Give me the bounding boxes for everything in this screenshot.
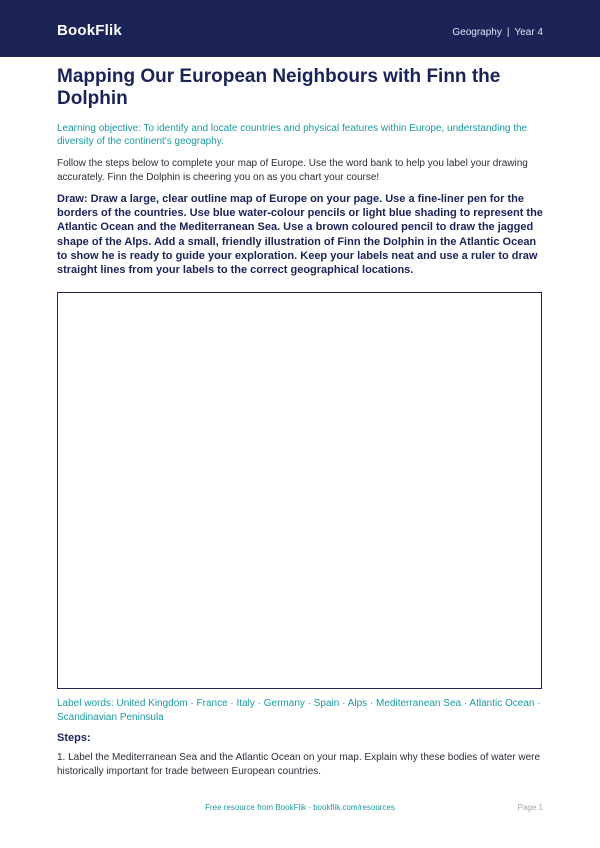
learning-objective: Learning objective: To identify and locate countries and physical features within Europe, understanding the diversity of the continent's geography. — [57, 123, 528, 147]
subject-label: Geography — [452, 27, 502, 38]
drawing-instructions: Draw: Draw a large, clear outline map of Europe on your page. Use a fine-liner pen for the borders of the countries. Use blue water-colour pencils or light blue shading to represent the Atlantic Ocean and the Mediterranean Sea. Use a brown coloured pencil to draw the jagged shape of the Alps. Add a small, friendly illustration of Finn the Dolphin in the Atlantic Ocean to show he is ready to guide your exploration. Keep your labels neat and use a ruler to draw straight lines from your labels to the correct geographical locations. — [57, 193, 543, 277]
page-title: Mapping Our European Neighbours with Finn the Dolphin — [57, 66, 501, 109]
footer-source-link[interactable]: Free resource from BookFlik · bookflik.com/resources — [205, 803, 395, 812]
brand-logo-text[interactable]: BookFlik — [57, 22, 122, 39]
header-bar — [0, 0, 600, 57]
intro-text: Follow the steps below to complete your map of Europe. Use the word bank to help you label your drawing accurately. Finn the Dolphin is cheering you on as you chart your course! — [57, 158, 528, 183]
page-number: Page 1 — [517, 803, 543, 812]
label-word-bank: Label words: United Kingdom · France · Italy · Germany · Spain · Alps · Mediterranean Sea · Atlantic Ocean · Scandinavian Peninsula — [57, 698, 541, 723]
steps-heading: Steps: — [57, 732, 91, 744]
meta-separator: | — [506, 27, 510, 38]
year-label: Year 4 — [514, 27, 543, 38]
drawing-area[interactable] — [57, 292, 542, 689]
header-meta — [452, 27, 543, 38]
step-item: 1. Label the Mediterranean Sea and the Atlantic Ocean on your map. Explain why these bodies of water were historically important for trade between European countries. — [57, 752, 541, 777]
